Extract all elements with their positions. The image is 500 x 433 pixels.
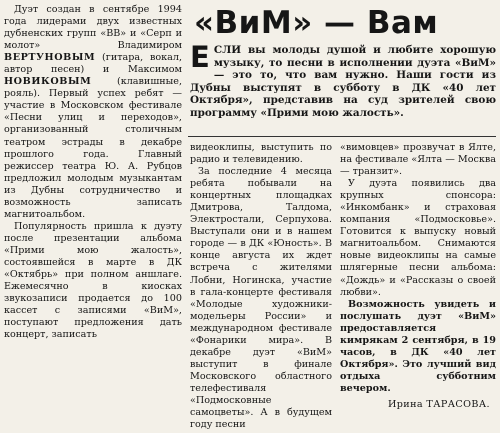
article-column-3 bbox=[340, 142, 496, 430]
paragraph-continuation: «вимовцев» прозвучат в Ялте, на фестивале «Ялта — Москва — транзит». bbox=[340, 142, 496, 178]
text-span: (клавишные, рояль). Первый успех ребят — участие в Московском фестивале «Песни улиц и переходов», организованный столичным театром эстрады в декабре прошлого года. Главный режиссер театра Ю. А. Рубцов предложил молодым музыкантам из Дубны сотрудничество и возможность записать магнитоальбом. bbox=[4, 76, 182, 220]
lead-text: СЛИ вы молоды душой и любите хорошую музыку, то песни в исполнении дуэта «ВиМ» — это то, что вам нужно. Наши гости из Дубны выступят в субботу в ДК «40 лет Октября», представив на суд зрителей свою программу «Прими мою жалость». bbox=[190, 44, 496, 119]
paragraph-continuation: видеоклипы, выступить по радио и телевидению. bbox=[190, 142, 332, 166]
text-span: (гитара, вокал, автор песен) и Максимом bbox=[4, 52, 182, 76]
article-column-2 bbox=[190, 142, 332, 430]
author-signature: Ирина ТАРАСОВА. bbox=[387, 398, 490, 410]
paragraph-tour: За последние 4 месяца ребята побывали на концертных площадках Дмитрова, Талдома, Электростали, Серпухова. Выступали они и в нашем городе — в ДК «Юность». В конце августа их ждет встреча с жителями Лобни, Ногинска, участие в гала-концерте фестиваля «Молодые художники-модельеры России» и международном фестивале «Фонарики мира». В декабре дуэт «ВиМ» выступит в финале Московского областного телефестиваля «Подмосковные самоцветы». А в будущем году песни bbox=[190, 166, 332, 430]
paragraph-sponsors: У дуэта появились два крупных спонсора: «Инкомбанк» и страховая компания «Подмосковье». Готовится к выпуску новый магнитоальбом. Снимаются новые видеоклипы на самые шлягерные песни альбома: «Дождь» и «Рассказы о своей любви». bbox=[340, 178, 496, 298]
paragraph-popularity: Популярность пришла к дуэту после презентации альбома «Прими мою жалость», состоявшейся в марте в ДК «Октябрь» при полном аншлаге. Ежемесячно в киосках звукозаписи продается до 100 кассет с записями «ВиМ», поступают предложения дать концерт, записать bbox=[4, 220, 182, 341]
paragraph-concert-announcement: Возможность увидеть и послушать дуэт «ВиМ» предоставляется кимрякам 2 сентября, в 19 часов, в ДК «40 лет Октября». Это лучший вид отдыха субботним вечером. bbox=[340, 298, 496, 394]
drop-cap: Е bbox=[190, 44, 210, 74]
article-headline: «ВиМ» — Вам bbox=[194, 5, 439, 41]
article-column-1 bbox=[4, 4, 182, 430]
text-span: Дуэт создан в сентябре 1994 года лидерами двух известных дубненских групп «ВВ» и «Серп и молот» Владимиром bbox=[4, 4, 182, 52]
musician-name-novikov: НОВИКОВЫМ bbox=[4, 76, 92, 88]
lead-divider bbox=[188, 136, 496, 137]
paragraph-duet-origin bbox=[4, 4, 182, 221]
article-lead bbox=[190, 44, 496, 132]
musician-name-vertunov: ВЕРТУНОВЫМ bbox=[4, 52, 96, 64]
